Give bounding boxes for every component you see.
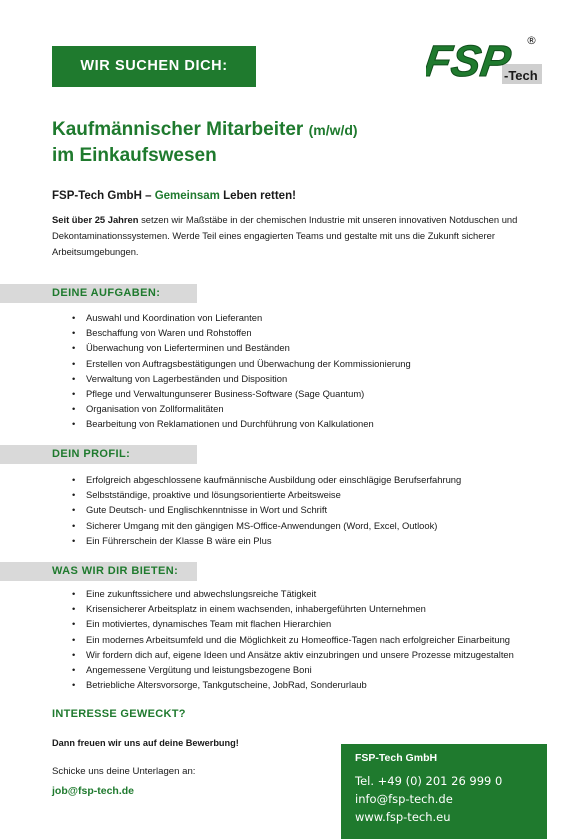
list-item-aufgaben: • Beschaffung von Waren und Rohstoffen xyxy=(70,325,411,340)
header-banner: WIR SUCHEN DICH: xyxy=(52,46,256,87)
job-email-link[interactable]: job@fsp-tech.de xyxy=(52,785,134,797)
list-item-aufgaben: • Organisation von Zollformalitäten xyxy=(70,401,411,416)
list-item-profil: • Selbstständige, proaktive und lösungsorientierte Arbeitsweise xyxy=(70,487,461,502)
list-aufgaben xyxy=(70,310,411,432)
section-title-profil: DEIN PROFIL: xyxy=(52,448,131,460)
list-item-profil: • Gute Deutsch- und Englischkenntnisse in Wort und Schrift xyxy=(70,502,461,517)
tagline xyxy=(52,190,296,202)
list-item-aufgaben: • Pflege und Verwaltungunserer Business-Software (Sage Quantum) xyxy=(70,386,411,401)
list-item-profil: • Erfolgreich abgeschlossene kaufmännische Ausbildung oder einschlägige Berufserfahrung xyxy=(70,472,461,487)
list-item-bieten: • Ein modernes Arbeitsumfeld und die Möglichkeit zu Homeoffice-Tagen nach erfolgreicher Einarbeitung xyxy=(70,632,514,647)
list-profil xyxy=(70,472,461,548)
list-item-bieten: • Wir fordern dich auf, eigene Ideen und Ansätze aktiv einzubringen und unsere Prozesse mitzugestalten xyxy=(70,647,514,662)
list-item-bieten: • Krisensicherer Arbeitsplatz in einem wachsenden, inhabergeführten Unternehmen xyxy=(70,601,514,616)
contact-phone[interactable]: Tel. +49 (0) 201 26 999 0 xyxy=(355,774,503,788)
interest-heading: INTERESSE GEWECKT? xyxy=(52,708,186,720)
logo-tech-text: -Tech xyxy=(504,68,538,83)
job-title-suffix: (m/w/d) xyxy=(308,122,358,138)
logo-registered-mark: ® xyxy=(526,34,537,47)
list-item-aufgaben: • Erstellen von Auftragsbestätigungen und Überwachung der Kommissionierung xyxy=(70,356,411,371)
tagline-rest: Leben retten! xyxy=(219,190,296,202)
job-title-line1: Kaufmännischer Mitarbeiter xyxy=(52,119,304,140)
job-title xyxy=(52,117,358,168)
contact-email[interactable]: info@fsp-tech.de xyxy=(355,792,453,806)
intro-text: setzen wir Maßstäbe in der chemischen Industrie mit unseren innovativen Notduschen und Dekontaminationssystemen. Werde Teil eines engagierten Teams und gestalte mit uns die Zukunft sicherer Arbeitsumgebungen. xyxy=(52,214,518,257)
list-item-profil: • Sicherer Umgang mit den gängigen MS-Office-Anwendungen (Word, Excel, Outlook) xyxy=(70,518,461,533)
contact-company: FSP-Tech GmbH xyxy=(355,752,438,764)
section-title-bieten: WAS WIR DIR BIETEN: xyxy=(52,565,179,577)
tagline-highlight: Gemeinsam xyxy=(154,190,220,202)
fsp-logo-graphic xyxy=(426,30,544,88)
list-item-aufgaben: • Verwaltung von Lagerbeständen und Disposition xyxy=(70,371,411,386)
list-item-profil: • Ein Führerschein der Klasse B wäre ein Plus xyxy=(70,533,461,548)
section-title-aufgaben: DEINE AUFGABEN: xyxy=(52,287,161,299)
list-item-aufgaben: • Auswahl und Koordination von Lieferanten xyxy=(70,310,411,325)
list-item-bieten: • Ein motiviertes, dynamisches Team mit flachen Hierarchien xyxy=(70,616,514,631)
intro-bold: Seit über 25 Jahren xyxy=(52,214,139,225)
send-documents-text: Schicke uns deine Unterlagen an: xyxy=(52,766,196,777)
job-title-line2: im Einkaufswesen xyxy=(52,145,217,166)
logo-fsp-text: FSP xyxy=(426,37,514,86)
list-item-bieten: • Eine zukunftssichere und abwechslungsreiche Tätigkeit xyxy=(70,586,514,601)
list-item-bieten: • Betriebliche Altersvorsorge, Tankgutscheine, JobRad, Sonderurlaub xyxy=(70,677,514,692)
contact-web[interactable]: www.fsp-tech.eu xyxy=(355,810,451,824)
fsp-tech-logo xyxy=(426,30,544,88)
tagline-company: FSP-Tech GmbH xyxy=(52,190,142,202)
list-item-bieten: • Angemessene Vergütung und leistungsbezogene Boni xyxy=(70,662,514,677)
contact-box xyxy=(341,744,547,839)
tagline-dash: – xyxy=(141,190,155,202)
list-bieten xyxy=(70,586,514,692)
intro-paragraph xyxy=(52,212,532,260)
list-item-aufgaben: • Überwachung von Lieferterminen und Beständen xyxy=(70,340,411,355)
closing-text: Dann freuen wir uns auf deine Bewerbung! xyxy=(52,738,239,748)
list-item-aufgaben: • Bearbeitung von Reklamationen und Durchführung von Kalkulationen xyxy=(70,416,411,431)
